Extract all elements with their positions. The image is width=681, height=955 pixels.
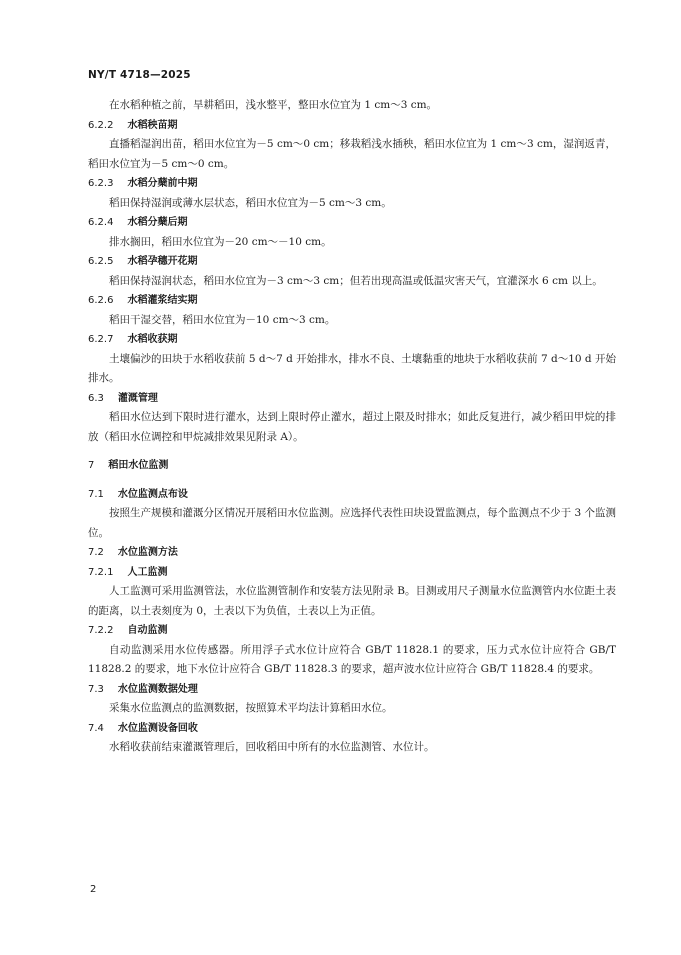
section-heading bbox=[88, 543, 616, 563]
section-title: 水稻分蘖前中期 bbox=[127, 178, 198, 189]
paragraph: 在水稻种植之前，旱耕稻田，浅水整平，整田水位宜为 1 cm～3 cm。 bbox=[109, 99, 438, 111]
standard-code: NY/T 4718—2025 bbox=[88, 69, 191, 81]
section-title: 水位监测设备回收 bbox=[117, 722, 198, 734]
section-number: 6.2.5 bbox=[88, 256, 114, 267]
section-heading bbox=[88, 680, 616, 700]
section-number: 7.3 bbox=[88, 683, 104, 695]
section-title: 水稻孕穗开花期 bbox=[127, 256, 198, 267]
section-number: 6.3 bbox=[88, 392, 104, 404]
section-title: 水稻分蘖后期 bbox=[127, 217, 188, 228]
section-heading bbox=[88, 621, 616, 641]
section-number: 7.2 bbox=[88, 547, 104, 558]
section-number: 6.2.6 bbox=[88, 295, 114, 306]
section-title: 水稻收获期 bbox=[127, 334, 178, 345]
section-heading bbox=[88, 116, 616, 136]
section-title: 自动监测 bbox=[127, 625, 168, 636]
section-heading bbox=[88, 174, 616, 194]
section-heading bbox=[88, 213, 616, 233]
section-title: 人工监测 bbox=[127, 566, 168, 578]
section-number: 7.1 bbox=[88, 488, 104, 500]
section-title: 灌溉管理 bbox=[117, 392, 158, 404]
document-body bbox=[88, 96, 616, 758]
page-number: 2 bbox=[90, 884, 97, 895]
section-heading bbox=[88, 485, 616, 505]
paragraph: 采集水位监测点的监测数据，按照算术平均法计算稻田水位。 bbox=[109, 702, 393, 714]
paragraph: 稻田保持湿润状态，稻田水位宜为－3 cm～3 cm；但若出现高温或低温灾害天气，宜灌深水 6 cm 以上。 bbox=[109, 274, 603, 287]
paragraph: 水稻收获前结束灌溉管理后，回收稻田中所有的水位监测管、水位计。 bbox=[109, 741, 435, 753]
section-title: 水稻灌浆结实期 bbox=[127, 295, 198, 306]
section-title: 水稻秧苗期 bbox=[127, 119, 178, 131]
section-title: 稻田水位监测 bbox=[108, 460, 169, 471]
section-number: 7.4 bbox=[88, 722, 104, 734]
paragraph: 稻田水位达到下限时进行灌水，达到上限时停止灌水，超过上限及时排水；如此反复进行，减少稻田甲烷的排放（稻田水位调控和甲烷减排效果见附录 A）。 bbox=[88, 411, 616, 443]
section-number: 6.2.4 bbox=[88, 217, 114, 228]
paragraph: 排水搁田，稻田水位宜为－20 cm～－10 cm。 bbox=[109, 235, 332, 248]
section-heading bbox=[88, 330, 616, 350]
section-number: 7.2.2 bbox=[88, 625, 114, 636]
section-title: 水位监测数据处理 bbox=[117, 683, 198, 695]
section-heading bbox=[88, 456, 616, 476]
section-heading bbox=[88, 389, 616, 409]
section-number: 6.2.2 bbox=[88, 119, 114, 131]
section-heading bbox=[88, 291, 616, 311]
paragraph: 人工监测可采用监测管法，水位监测管制作和安装方法见附录 B。目测或用尺子测量水位监测管内水位距土表的距离，以土表刻度为 0，土表以下为负值，土表以上为正值。 bbox=[88, 585, 616, 617]
paragraph: 直播稻湿润出苗，稻田水位宜为－5 cm～0 cm；移栽稻浅水插秧，稻田水位宜为 1 cm～3 cm，湿润返青，稻田水位宜为－5 cm～0 cm。 bbox=[88, 138, 616, 170]
paragraph: 稻田保持湿润或薄水层状态，稻田水位宜为－5 cm～3 cm。 bbox=[109, 196, 392, 209]
section-number: 7.2.1 bbox=[88, 566, 114, 578]
section-number: 6.2.3 bbox=[88, 178, 114, 189]
section-number: 6.2.7 bbox=[88, 334, 114, 345]
paragraph: 稻田干湿交替，稻田水位宜为－10 cm～3 cm。 bbox=[109, 313, 336, 326]
paragraph: 自动监测采用水位传感器。所用浮子式水位计应符合 GB/T 11828.1 的要求，压力式水位计应符合 GB/T 11828.2 的要求，地下水位计应符合 GB/T 11828.3 的要求，超声波水位计应符合 GB/T 11828.4 的要求。 bbox=[88, 643, 616, 675]
section-number: 7 bbox=[88, 460, 95, 471]
section-heading bbox=[88, 252, 616, 272]
section-heading bbox=[88, 563, 616, 583]
section-title: 水位监测方法 bbox=[117, 547, 178, 558]
paragraph: 土壤偏沙的田块于水稻收获前 5 d～7 d 开始排水，排水不良、土壤黏重的地块于水稻收获前 7 d～10 d 开始排水。 bbox=[88, 352, 616, 384]
paragraph: 按照生产规模和灌溉分区情况开展稻田水位监测。应选择代表性田块设置监测点，每个监测点不少于 3 个监测位。 bbox=[88, 507, 616, 539]
section-heading bbox=[88, 719, 616, 739]
section-title: 水位监测点布设 bbox=[117, 488, 188, 500]
